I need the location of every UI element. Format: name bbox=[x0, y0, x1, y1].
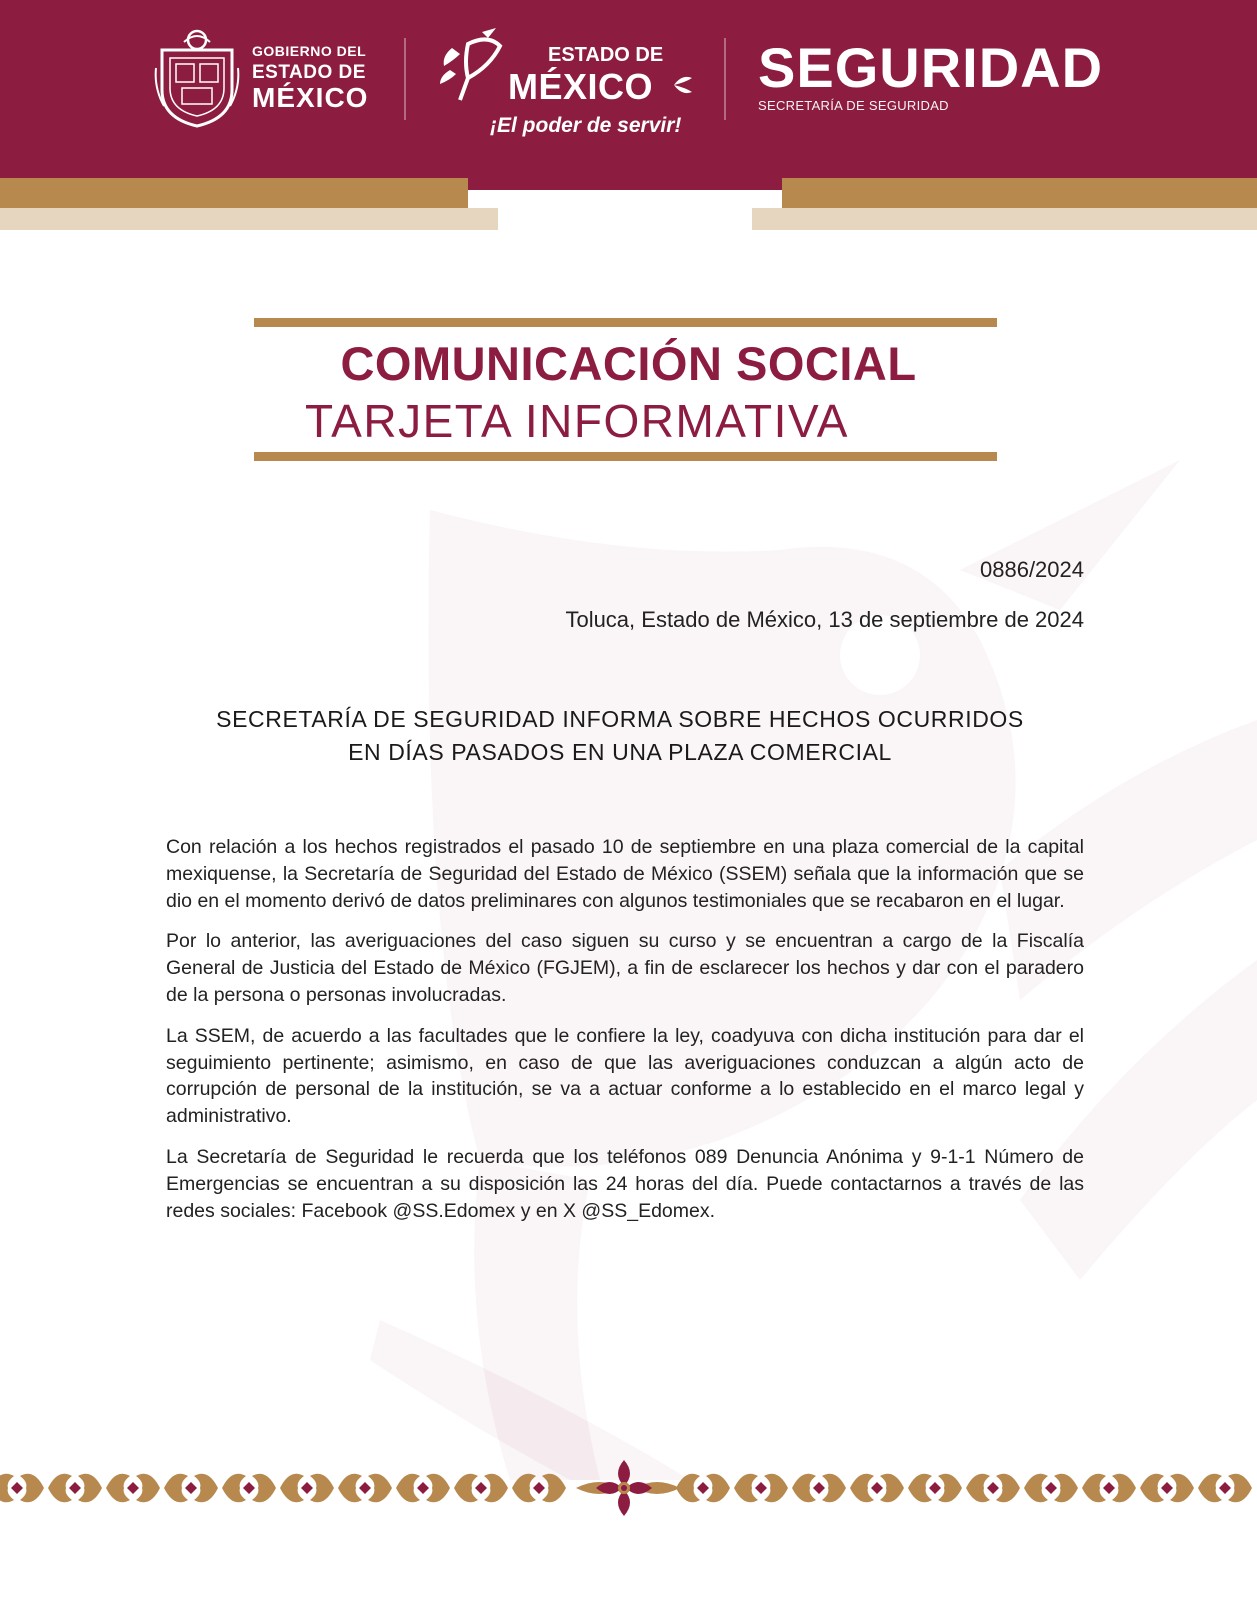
body-text bbox=[166, 834, 1084, 1238]
banner-top-rule bbox=[254, 318, 997, 327]
gobierno-line3: MÉXICO bbox=[252, 82, 369, 113]
banner-bottom-rule bbox=[254, 452, 997, 461]
header-divider bbox=[404, 38, 406, 120]
ornamental-border-icon bbox=[0, 1458, 1257, 1518]
seguridad-logo-text bbox=[758, 36, 1104, 113]
gobierno-logo-text bbox=[252, 44, 368, 112]
estado-slogan: ¡El poder de servir! bbox=[490, 114, 682, 137]
header-banner bbox=[0, 0, 1257, 190]
gobierno-line2: ESTADO DE bbox=[252, 62, 366, 83]
state-seal-icon bbox=[154, 28, 240, 128]
header-divider-2 bbox=[724, 38, 726, 120]
headline bbox=[150, 703, 1090, 769]
paragraph-2: Por lo anterior, las averiguaciones del caso siguen su curso y se encuentran a cargo de la Fiscalía General de Justicia del Estado de México (FGJEM), a fin de esclarecer los hechos y dar con el paradero de la persona o personas involucradas. bbox=[166, 930, 1084, 1006]
header-beige-band-right bbox=[752, 208, 1257, 230]
gobierno-line1: GOBIERNO DEL bbox=[252, 43, 367, 59]
banner-subtitle: TARJETA INFORMATIVA bbox=[305, 395, 849, 447]
headline-line1: SECRETARÍA DE SEGURIDAD INFORMA SOBRE HECHOS OCURRIDOS bbox=[216, 706, 1024, 732]
estado-line1: ESTADO DE bbox=[548, 44, 664, 66]
seguridad-subtitle: SECRETARÍA DE SEGURIDAD bbox=[758, 98, 949, 113]
header-beige-band-left bbox=[0, 208, 498, 230]
leaf-icon bbox=[672, 74, 694, 96]
folio-number: 0886/2024 bbox=[980, 557, 1084, 582]
banner-title: COMUNICACIÓN SOCIAL bbox=[340, 337, 917, 390]
place-date: Toluca, Estado de México, 13 de septiembre de 2024 bbox=[565, 607, 1084, 632]
paragraph-3: La SSEM, de acuerdo a las facultades que le confiere la ley, coadyuva con dicha institución para dar el seguimiento pertinente; asimismo, en caso de que las averiguaciones conduzcan a algún acto de corrupción de personal de la institución, se va a actuar conforme a lo establecido en el marco legal y administrativo. bbox=[166, 1024, 1084, 1128]
seguridad-title: SEGURIDAD bbox=[758, 36, 1104, 99]
header-gold-band-right bbox=[782, 178, 1257, 208]
paragraph-4: La Secretaría de Seguridad le recuerda que los teléfonos 089 Denuncia Anónima y 9-1-1 Número de Emergencias se encuentran a su disposición las 24 horas del día. Puede contactarnos a través de las redes sociales: Facebook @SS.Edomex y en X @SS_Edomex. bbox=[166, 1145, 1084, 1222]
header-gold-band-left bbox=[0, 178, 468, 208]
estado-line2: MÉXICO bbox=[508, 66, 654, 107]
border-center-flower-icon bbox=[576, 1460, 680, 1516]
paragraph-1: Con relación a los hechos registrados el pasado 10 de septiembre en una plaza comercial de la capital mexiquense, la Secretaría de Seguridad del Estado de México (SSEM) señala que la información que se dio en el momento derivó de datos preliminares con algunos testimoniales que se recabaron en el lugar. bbox=[166, 836, 1084, 912]
headline-line2: EN DÍAS PASADOS EN UNA PLAZA COMERCIAL bbox=[348, 739, 892, 765]
